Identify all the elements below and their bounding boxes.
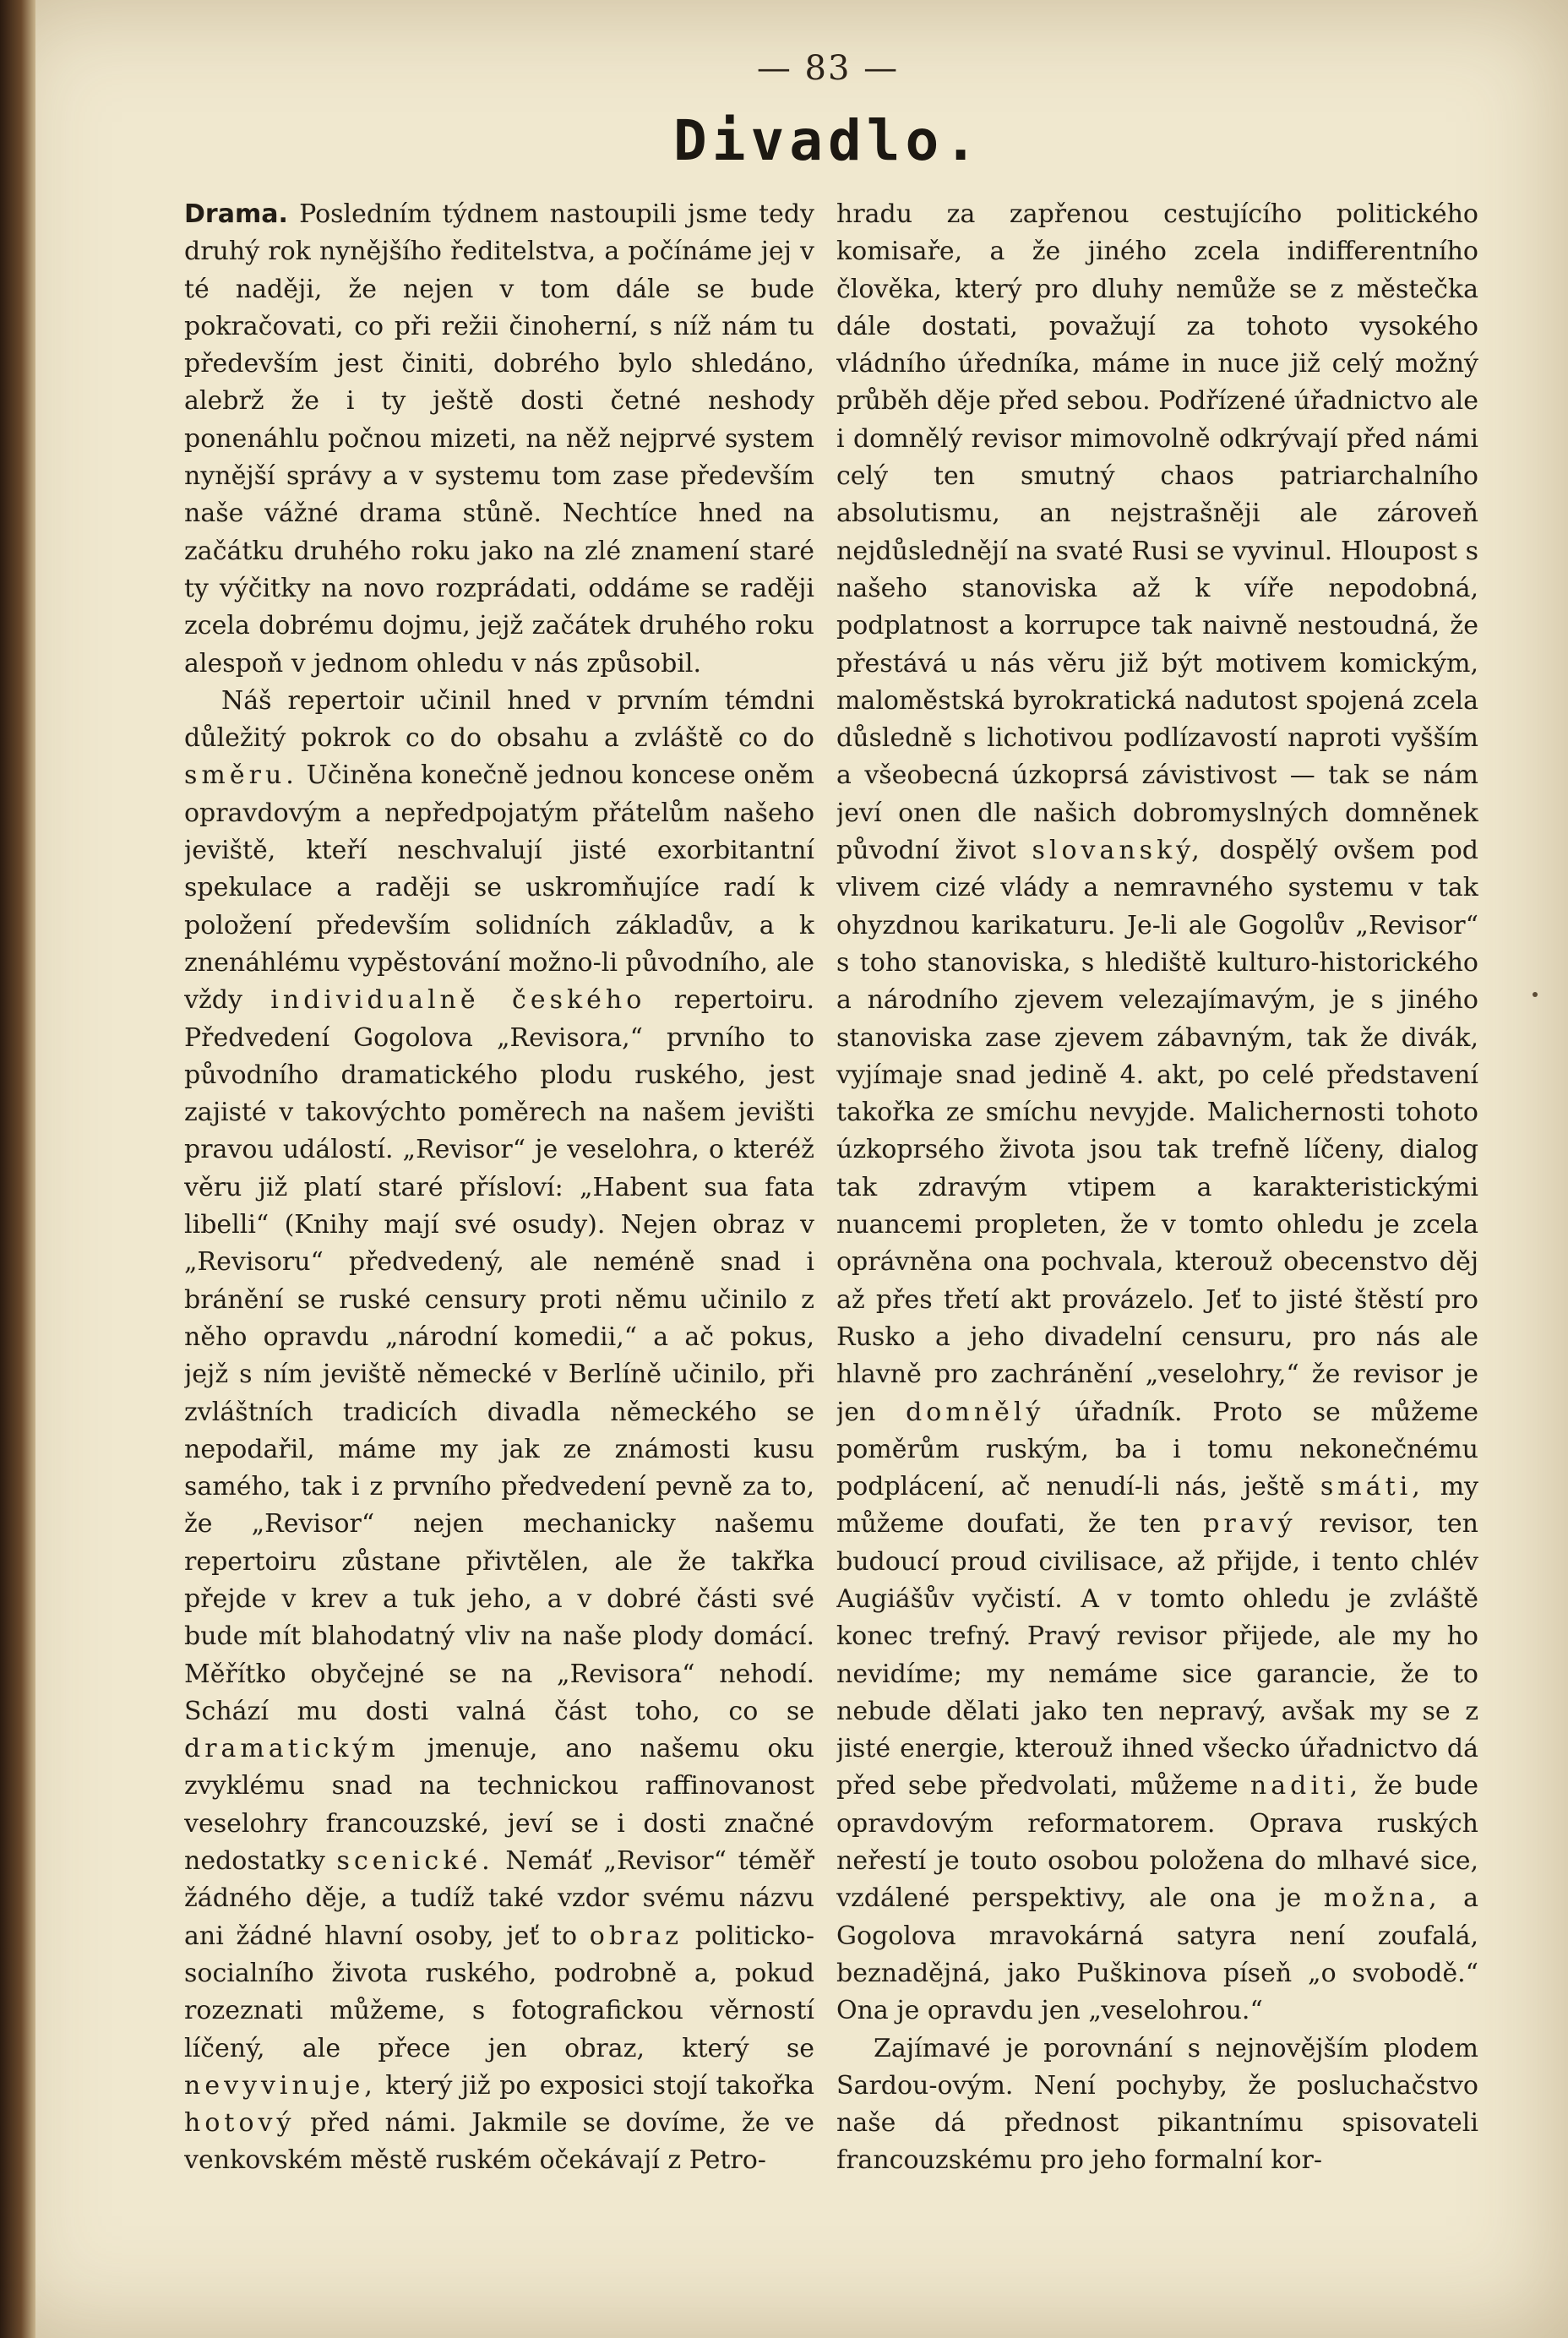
section-headline: Divadlo.	[673, 108, 983, 173]
emphasis-text: nevyvinuje,	[184, 2070, 377, 2101]
emphasis-text: možna,	[1323, 1883, 1441, 1914]
paragraph-text: my můžeme doufati, že ten	[836, 1472, 1478, 1540]
paragraph-text: repertoiru. Předvedení Gogolova „Revisora,“ prvního to původního dramatického plodu ruského, jest zajisté v takovýchto poměrech na našem jevišti pravou událostí. „Revisor“ je veselohra, o kteréž věru již platí staré přísloví: „Habent sua fata libelli“ (Knihy mají své osudy). Nejen obraz v „Revisoru“ předvedený, ale neméně snad i bránění se ruské censury proti němu učinilo z něho opravdu „národní komedii,“ a ač pokus, jejž s ním jeviště německé v Berlíně učinilo, při zvláštních tradicích divadla německého se nepodařil, máme my jak ze známosti kusu samého, tak i z prvního předvedení pevně za to, že „Revisor“ nejen mechanicky našemu repertoiru zůstane přivtělen, ale že takřka přejde v krev a tuk jeho, a v dobré části své bude mít blahodatný vliv na naše plody domácí. Měřítko obyčejné se na „Revisora“ nehodí. Schází mu dosti valná část toho, co se	[184, 985, 814, 1726]
paragraph-text: hradu za zapřenou cestujícího politického komisaře, a že jiného zcela indifferentního člověka, který pro dluhy nemůže se z městečka dále dostati, považují za tohoto vysokého vládního úředníka, máme in nuce již celý možný průběh děje před sebou. Podřízené úřadnictvo ale i domnělý revisor mimovolně odkrývají před námi celý ten smutný chaos patriarchalního absolutismu, an nejstrašněji ale zároveň nejdůslednějí na svaté Rusi se vyvinul. Hloupost s našeho stanoviska až k víře nepodobná, podplatnost a korrupce tak naivně nestoudná, že přestává u nás věru již být motivem komickým, maloměstská byrokratická nadutost spojená zcela důsledně s lichotivou podlízavostí naproti vyšším a všeobecná úzkoprsá závistivost — tak se nám jeví onen dle našich dobromyslných domněnek původní život	[836, 199, 1478, 866]
paragraph-repertoire	[184, 683, 814, 2180]
paragraph-text: že bude opravdovým reformatorem. Oprava ruských neřestí je touto osobou položena do mlhavé sice, vzdálené perspektivy, ale ona je	[836, 1771, 1478, 1914]
page-number: — 83 —	[756, 49, 900, 88]
paragraph-text: a Gogolova mravokárná satyra není zoufalá, beznadějná, jako Puškinova píseň „o svobodě.“ Ona je opravdu jen „veselohrou.“	[836, 1883, 1478, 2026]
emphasis-text: hotový	[184, 2108, 296, 2139]
paragraph-text: dospělý ovšem pod vlivem cizé vlády a nemravného systemu v tak ohyzdnou karikaturu. Je-li ale Gogolův „Revisor“ s toho stanoviska, s hlediště kulturo-historického a národního zjevem velezajímavým, je s jiného stanoviska zase zjevem zábavným, tak že divák, vyjímaje snad jedině 4. akt, po celé představení takořka ze smíchu nevyjde. Malichernosti tohoto úzkoprsého života jsou tak trefně líčeny, dialog tak zdravým vtipem a karakteristickými nuancemi propleten, že v tomto ohledu je zcela oprávněna ona pochvala, kterouž obecenstvo děj až přes třetí akt provázelo. Jeť to jisté štěstí pro Rusko a jeho divadelní censuru, pro nás ale hlavně pro zachránění „veselohry,“ že revisor je jen	[836, 836, 1478, 1427]
right-column	[836, 196, 1478, 2308]
paragraph-text: Posledním týdnem nastoupili jsme tedy druhý rok nynějšího ředitelstva, a počínáme jej v té naději, že nejen v tom dále se bude pokračovati, co při režii činoherní, s níž nám tu především jest činiti, dobrého bylo shledáno, alebrž že i ty ještě dosti četné neshody ponenáhlu počnou mizeti, na něž nejprvé system nynější správy a v systemu tom zase především naše vážné drama stůně. Nechtíce hned na začátku druhého roku jako na zlé znamení staré ty výčitky na novo rozprádati, oddáme se raději zcela dobrému dojmu, jejž začátek druhého roku alespoň v jednom ohledu v nás způsobil.	[184, 199, 814, 679]
print-speck	[1533, 992, 1538, 997]
paragraph-text: Náš repertoir učinil hned v prvním témdni důležitý pokrok co do obsahu a zvláště co do	[184, 685, 814, 754]
paragraph-text: politicko-socialního života ruského, podrobně a, pokud rozeznati můžeme, s fotografickou věrností líčený, ale přece jen obraz, který se	[184, 1921, 814, 2063]
section-lead-drama: Drama.	[184, 199, 288, 229]
left-column	[184, 196, 814, 2308]
paragraph-revisor-analysis	[836, 196, 1478, 2030]
paragraph-text: před námi. Jakmile se dovíme, že ve venkovském městě ruském očekávají z Petro-	[184, 2108, 814, 2176]
emphasis-text: slovanský,	[1032, 836, 1204, 866]
emphasis-text: obraz	[589, 1921, 683, 1951]
emphasis-text: dramatickým	[184, 1734, 400, 1764]
paragraph-text: Učiněna konečně jednou koncese oněm opravdovým a nepředpojatým přátelům našeho jeviště, kteří neschvalují jisté exorbitantní spekulace a raději se uskromňujíce radí k položení především solidních základův, a k znenáhlému vypěstování možno-li původního, ale vždy	[184, 760, 814, 1016]
page-binding-edge	[0, 0, 35, 2338]
emphasis-text: naditi,	[1250, 1771, 1363, 1801]
paragraph-text: úřadník. Proto se můžeme poměrům ruským, ba i tomu nekonečnému podplácení, ač nenudí-li nás, ještě	[836, 1397, 1478, 1502]
emphasis-text: domnělý	[906, 1397, 1045, 1427]
paragraph-text: jmenuje, ano našemu oku zvyklému snad na technickou raffinovanost veselohry francouzské, jeví se i dosti značné nedostatky	[184, 1734, 814, 1877]
emphasis-text: smáti,	[1320, 1472, 1424, 1502]
paragraph-text: Nemáť „Revisor“ téměř žádného děje, a tudíž také vzdor svému názvu ani žádné hlavní osoby, jeť to	[184, 1846, 814, 1951]
paragraph-sardou-comparison: Zajímavé je porovnání s nejnovějším plodem Sardou-ovým. Není pochyby, že posluchačstvo naše dá přednost pikantnímu spisovateli francouzskému pro jeho formalní kor-	[836, 2033, 1478, 2176]
paragraph-text: který již po exposici stojí takořka	[385, 2070, 814, 2101]
emphasis-text: pravý	[1203, 1509, 1297, 1540]
emphasis-text: scenické.	[336, 1846, 494, 1877]
emphasis-text: individualně českého	[270, 985, 646, 1016]
paragraph-drama-intro	[184, 196, 814, 683]
paragraph-text: revisor, ten budoucí proud civilisace, až přijde, i tento chlév Augiášův vyčistí. A v tomto ohledu je zvláště konec trefný. Pravý revisor přijede, ale my ho nevidíme; my nemáme sice garancie, že to nebude dělati jako ten nepravý, avšak my se z jisté energie, kterouž ihned všecko úřadnictvo dá před sebe předvolati, můžeme	[836, 1509, 1478, 1801]
emphasis-text: směru.	[184, 760, 298, 791]
